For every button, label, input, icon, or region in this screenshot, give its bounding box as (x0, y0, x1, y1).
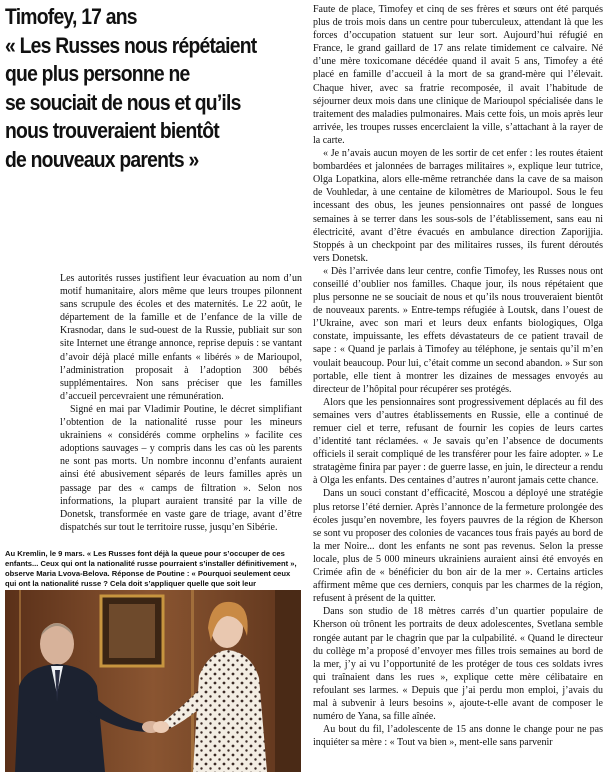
left-text-column (60, 272, 302, 534)
headline-line: nous trouveraient bientôt (5, 118, 219, 143)
body-paragraph: Au bout du fil, l’adolescente de 15 ans donne le change pour ne pas inquiéter sa mère : « Tout va bien », ment-elle sans parvenir (313, 724, 603, 749)
body-paragraph: Les autorités russes justifient leur évacuation au nom d’un motif humanitaire, alors même que leurs troupes pilonnent sans scrupule des écoles et des maternités. Le 22 août, le département de la famille et de l’enfance de la ville de Krasnodar, dans le sud-ouest de la Russie, publiait sur son site Internet une étrange annonce, reprise depuis : se vantant d’avoir déjà placé mille enfants « libérés » de Marioupol, l’administration proposait à l’adoption 300 bébés supplémentaires. Non sans préciser que les familles d’accueil percevraient une rémunération. (60, 273, 302, 402)
body-paragraph: « Je n’avais aucun moyen de les sortir de cet enfer : les routes étaient bombardées et jalonnées de barrages militaires », explique leur tutrice, Olga Lopatkina, alors elle-même retranchée dans la cave de sa maison de Vouhledar, à une centaine de kilomètres de Marioupol. Sous le feu incessant des obus, les jeunes pensionnaires ont passé de longues semaines à se terrer dans les sous-sols de l’établissement, sans eau ni électricité, avant d’être évacués en ambulance direction Zaporijjia. Stoppés à un checkpoint par des militaires russes, ils furent déroutés vers Donetsk. (313, 148, 603, 264)
article-headline (5, 3, 296, 174)
kremlin-photo (5, 590, 301, 772)
body-paragraph: Faute de place, Timofey et cinq de ses frères et sœurs ont été parqués plus de trois mois dans un centre pour tuberculeux, attendant là que les forces d’occupation statuent sur leur sort. Aujourd’hui réfugié en France, le grand gaillard de 17 ans relate timidement ce calvaire. Né d’une mère toxicomane décédée quand il avait 5 ans, Timofey a été placé en famille d’accueil à la mort de sa grand-mère qui l’élevait. Chaque hiver, avec sa fratrie recomposée, il avait l’habitude de séjourner deux mois dans une clinique de Marioupol spécialisée dans le traitement des maladies pulmonaires. Mais cette fois, un mois après leur arrivée, les troupes russes encerclaient la ville, s’attachant à la rayer de la carte. (313, 4, 603, 146)
body-paragraph: « Dès l’arrivée dans leur centre, confie Timofey, les Russes nous ont conseillé d’oublier nos familles. Chaque jour, ils nous répétaient que plus personne ne se souciait de nous et qu’ils nous trouveraient bientôt de nouveaux parents. » Entre-temps réfugiée à Loutsk, dans l’ouest de l’Ukraine, avec son mari et leurs deux enfants biologiques, Olga constate, impuissante, les effets dévastateurs de ce patient travail de sape : « Quand je parlais à Timofey au téléphone, je sentais qu’il m’en voulait beaucoup. Pour lui, c’était comme un second abandon. » Sur son portable, elle tient à montrer les dizaines de messages envoyés au directeur de l’hôpital pour récupérer ses protégés. (313, 265, 603, 395)
headline-line: de nouveaux parents » (5, 146, 199, 172)
body-paragraph: Dans un souci constant d’efficacité, Moscou a déployé une stratégie plus retorse l’été dernier. Après l’annonce de la fermeture prolongée des écoles jusqu’en novembre, les foyers pauvres de la région de Kherson se sont vu proposer des colonies de vacances tous frais payés au bord de la mer Noire... dont les enfants ne sont pas revenus. Selon la presse locale, plus de 5 000 mineurs ukrainiens auraient ainsi été envoyés en Crimée afin de « bénéficier du bon air de la mer ». Certains articles affirment même que ces derniers, conquis par les charmes de la région, refusent à présent de la quitter. (313, 488, 603, 605)
headline-line: que plus personne ne (5, 61, 190, 86)
body-paragraph: Dans son studio de 18 mètres carrés d’un quartier populaire de Kherson où trônent les portraits de deux adolescentes, Svetlana semble rongée autant par le chagrin que par la culpabilité. « Quand le directeur du collège m’a proposé d’envoyer mes filles trois semaines au bord de la mer, j’y ai vu l’opportunité de les protéger de tous ces soldats ivres qui traînaient dans les rues », explique cette mère célibataire en refoulant ses larmes. « Depuis que j’ai perdu mon emploi, j’avais du mal à subvenir à leurs besoins », ajoute-t-elle avant de composer le numéro de Yana, sa fille aînée. (313, 606, 603, 723)
headline-line: « Les Russes nous répétaient (5, 32, 257, 58)
caption-lead: Au Kremlin, le 9 mars. (5, 549, 85, 558)
headline-line: se souciait de nous et qu’ils (5, 89, 241, 115)
headline-line: Timofey, 17 ans (5, 4, 137, 29)
right-text-column (313, 3, 603, 749)
body-paragraph: Alors que les pensionnaires sont progressivement déplacés au fil des semaines vers d’autres établissements en Russie, elle a continué de remuer ciel et terre, refusant de fournir les copies de leurs cartes d’identité tant réclamées. « Je savais qu’en l’absence de documents officiels il serait compliqué de les transférer pour les faire adopter. » Le stratagème finira par payer : de guerre lasse, en juin, le directeur a rendu à Olga les enfants. Des centaines d’autres n’auront jamais cette chance. (313, 396, 603, 487)
caption-text: « Les Russes font déjà la queue pour s’occuper de ces enfants... Ceux qui ont la nationalité russe pourraient s’installer définitivement », observe Maria Lvova-Belova. Réponse de Poutine : « Pourquoi seulement ceux qui ont la nationalité russe ? Cela doit s’appliquer quelle que soit leur (5, 549, 297, 588)
body-paragraph: Signé en mai par Vladimir Poutine, le décret simplifiant l’obtention de la nationalité russe pour les mineurs ukrainiens « considérés comme orphelins » facilite ces adoptions sauvages – y compris dans les cas où les parents ne sont pas morts. Un nombre inconnu d’enfants auraient ainsi été abusivement séparés de leurs familles après un passage par des « camps de filtration ». Selon nos informations, la plupart auraient transité par la ville de Donetsk, transformée en vaste gare de triage, avant d’être dispatchés sur tout le territoire russe, jusqu’en Sibérie. (60, 403, 302, 533)
